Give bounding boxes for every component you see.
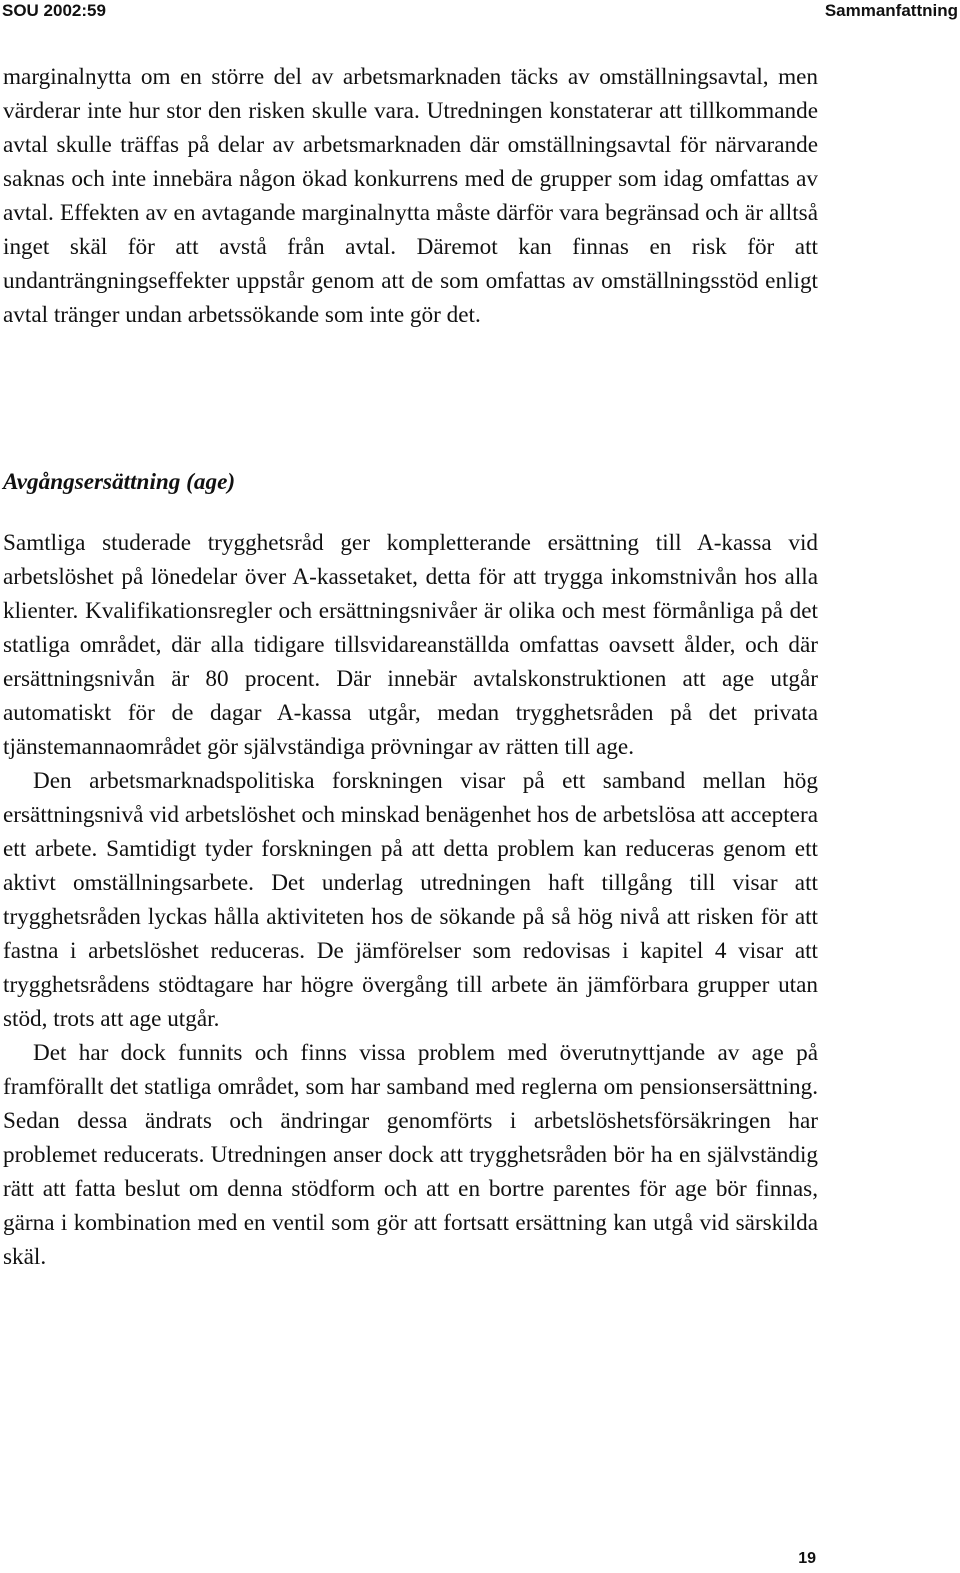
running-header (0, 0, 960, 24)
page-number: 19 (798, 1550, 816, 1567)
document-reference: SOU 2002:59 (2, 1, 106, 20)
section-avgangsersattning (3, 464, 818, 1274)
intro-paragraph: marginalnytta om en större del av arbetsmarknaden täcks av omställningsavtal, men värderar inte hur stor den risken skulle vara. Utredningen konstaterar att tillkommande avtal skulle träffas på delar av arbetsmarknaden där omställningsavtal för närvarande saknas och inte innebära någon ökad konkurrens med de grupper som idag omfattas av avtal. Effekten av en avtagande marginalnytta måste därför vara begränsad och är alltså inget skäl för att avstå från avtal. Däremot kan finnas en risk för att undanträngningseffekter uppstår genom att de som omfattas av omställningsstöd enligt avtal tränger undan arbetssökande som inte gör det. (3, 64, 818, 328)
section-heading: Avgångsersättning (age) (3, 469, 236, 495)
intro-text-block (3, 60, 818, 332)
chapter-title: Sammanfattning (824, 1, 958, 20)
section-paragraph: Det har dock funnits och finns vissa problem med överutnyttjande av age på framförallt det statliga området, som har samband med reglerna om pensionsersättning. Sedan dessa ändrats och ändringar genomförts i arbetslöshetsförsäkringen har problemet reducerats. Utredningen anser dock att trygghetsråden bör ha en självständig rätt att fatta beslut om denna stödform och att en bortre parentes för age bör finnas, gärna i kombination med en ventil som gör att fortsatt ersättning kan utgå vid särskilda skäl. (3, 1040, 818, 1270)
section-paragraph: Samtliga studerade trygghetsråd ger kompletterande ersättning till A-kassa vid arbetslöshet på lönedelar över A-kassetaket, detta för att trygga inkomstnivån hos alla klienter. Kvalifikationsregler och ersättningsnivåer är olika och mest förmånliga på det statliga området, där alla tidigare tillsvidareanställda omfattas oavsett ålder, och där ersättningsnivån är 80 procent. Där innebär avtalskonstruktionen att age utgår automatiskt för de dagar A-kassa utgår, medan trygghetsråden på det privata tjänstemannaområdet gör självständiga prövningar av rätten till age. (3, 530, 818, 760)
section-paragraph: Den arbetsmarknadspolitiska forskningen visar på ett samband mellan hög ersättningsnivå vid arbetslöshet och minskad benägenhet hos de arbetslösa att acceptera ett arbete. Samtidigt tyder forskningen på att detta problem kan reduceras genom ett aktivt omställningsarbete. Det underlag utredningen haft tillgång till visar att trygghetsråden lyckas hålla aktiviteten hos de sökande på så hög nivå att risken för att fastna i arbetslöshet reduceras. De jämförelser som redovisas i kapitel 4 visar att trygghetsrådens stödtagare har högre övergång till arbete än jämförbara grupper utan stöd, trots att age utgår. (3, 768, 818, 1032)
